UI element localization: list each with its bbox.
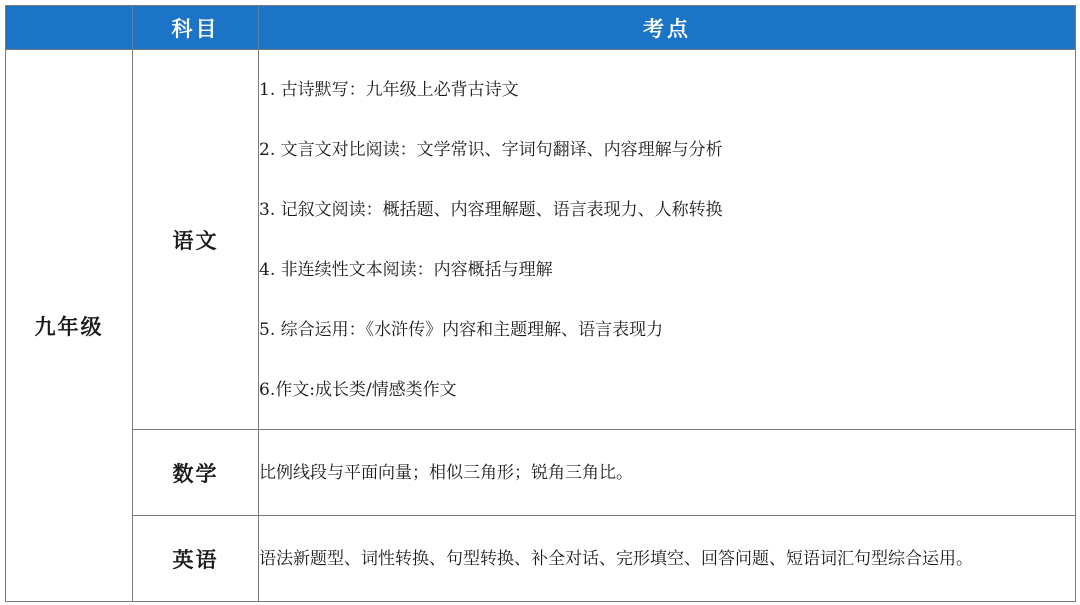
table-header-row <box>6 6 1076 50</box>
table-row-english <box>6 516 1076 602</box>
grade-cell: 九年级 <box>6 50 133 602</box>
point-item: 3. 记叙文阅读：概括题、内容理解题、语言表现力、人称转换 <box>259 199 723 220</box>
point-text-english: 语法新题型、词性转换、句型转换、补全对话、完形填空、回答问题、短语词汇句型综合运用。 <box>259 548 973 569</box>
header-subject: 科目 <box>133 6 259 50</box>
points-chinese <box>259 50 1076 430</box>
subject-english: 英语 <box>133 516 259 602</box>
point-item: 6.作文:成长类/情感类作文 <box>259 379 457 400</box>
header-points: 考点 <box>259 6 1076 50</box>
subject-math: 数学 <box>133 430 259 516</box>
point-item: 4. 非连续性文本阅读：内容概括与理解 <box>259 259 553 280</box>
table-row-chinese <box>6 50 1076 430</box>
point-item: 2. 文言文对比阅读：文学常识、字词句翻译、内容理解与分析 <box>259 139 723 160</box>
points-english <box>259 516 1076 602</box>
point-item: 5. 综合运用：《水浒传》内容和主题理解、语言表现力 <box>259 319 664 340</box>
subject-chinese: 语文 <box>133 50 259 430</box>
point-text-math: 比例线段与平面向量；相似三角形；锐角三角比。 <box>259 462 633 483</box>
table-row-math <box>6 430 1076 516</box>
points-math <box>259 430 1076 516</box>
header-blank-cell <box>6 6 133 50</box>
point-item: 1. 古诗默写：九年级上必背古诗文 <box>259 79 519 100</box>
exam-points-table <box>5 5 1076 602</box>
